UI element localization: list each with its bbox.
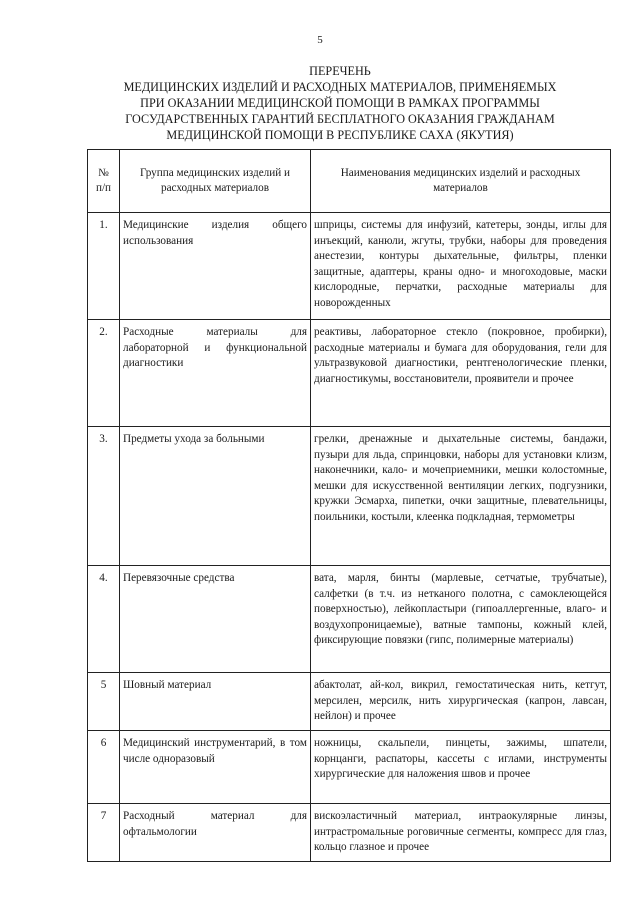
title-line: ПЕРЕЧЕНЬ	[309, 64, 371, 78]
table-header-row	[88, 150, 611, 213]
row-group: Перевязочные средства	[120, 566, 311, 673]
document-title	[86, 63, 594, 143]
title-line: ГОСУДАРСТВЕННЫХ ГАРАНТИЙ БЕСПЛАТНОГО ОКАЗАНИЯ ГРАЖДАНАМ	[125, 112, 555, 126]
row-items: ножницы, скальпели, пинцеты, зажимы, шпатели, корнцанги, распаторы, кассеты с иглами, инструменты хирургические для наложения швов и прочее	[311, 731, 611, 804]
row-group: Расходные материалы для лабораторной и функциональной диагностики	[120, 320, 311, 427]
row-number: 3.	[88, 427, 120, 566]
title-line: МЕДИЦИНСКИХ ИЗДЕЛИЙ И РАСХОДНЫХ МАТЕРИАЛОВ, ПРИМЕНЯЕМЫХ	[123, 80, 557, 94]
row-items: реактивы, лабораторное стекло (покровное, пробирки), расходные материалы и бумага для оборудования, гели для ультразвуковой диагностики, рентгенологические пленки, диагностикумы, восстановители, проявители и прочее	[311, 320, 611, 427]
row-group: Расходный материал для офтальмологии	[120, 804, 311, 862]
table-row	[88, 673, 611, 731]
row-number: 2.	[88, 320, 120, 427]
title-line: МЕДИЦИНСКОЙ ПОМОЩИ В РЕСПУБЛИКЕ САХА (ЯКУТИЯ)	[166, 128, 514, 142]
page-number: 5	[317, 34, 323, 46]
table-row	[88, 427, 611, 566]
table-row	[88, 320, 611, 427]
table-row	[88, 804, 611, 862]
row-items: вискоэластичный материал, интраокулярные линзы, интрастромальные роговичные сегменты, компресс для глаз, кольцо глазное и прочее	[311, 804, 611, 862]
row-items: абактолат, ай-кол, викрил, гемостатическая нить, кетгут, мерсилен, мерсилк, нить хирургическая (капрон, лавсан, нейлон) и прочее	[311, 673, 611, 731]
row-group: Шовный материал	[120, 673, 311, 731]
row-group: Предметы ухода за больными	[120, 427, 311, 566]
header-num: № п/п	[88, 150, 120, 213]
row-number: 4.	[88, 566, 120, 673]
table-row	[88, 566, 611, 673]
row-group: Медицинские изделия общего использования	[120, 213, 311, 320]
header-group: Группа медицинских изделий и расходных материалов	[120, 150, 311, 213]
table-row	[88, 731, 611, 804]
row-number: 7	[88, 804, 120, 862]
row-number: 6	[88, 731, 120, 804]
row-items: вата, марля, бинты (марлевые, сетчатые, трубчатые), салфетки (в т.ч. из нетканого полотна, с самоклеющейся поверхностью), лейкопластыри (гипоаллергенные, влаго- и воздухопроницаемые), ватные тампоны, кожный клей, фиксирующие повязки (гипс, полимерные материалы)	[311, 566, 611, 673]
row-items: грелки, дренажные и дыхательные системы, бандажи, пузыри для льда, спринцовки, наборы для установки клизм, наконечники, кало- и мочеприемники, мешки колостомные, мешки для искусственной вентиляции легких, подгузники, кружки Эсмарха, пипетки, очки защитные, плевательницы, поильники, костыли, клеенка подкладная, термометры	[311, 427, 611, 566]
items-table	[87, 149, 611, 862]
row-number: 5	[88, 673, 120, 731]
title-line: ПРИ ОКАЗАНИИ МЕДИЦИНСКОЙ ПОМОЩИ В РАМКАХ ПРОГРАММЫ	[140, 96, 540, 110]
row-items: шприцы, системы для инфузий, катетеры, зонды, иглы для инъекций, канюли, жгуты, трубки, наборы для проведения анестезии, контуры дыхательные, фильтры, пленки защитные, адаптеры, краны одно- и многоходовые, маски кислородные, перчатки, расходные материалы для новорожденных	[311, 213, 611, 320]
table-row	[88, 213, 611, 320]
row-number: 1.	[88, 213, 120, 320]
row-group: Медицинский инструментарий, в том числе одноразовый	[120, 731, 311, 804]
header-names: Наименования медицинских изделий и расходных материалов	[311, 150, 611, 213]
